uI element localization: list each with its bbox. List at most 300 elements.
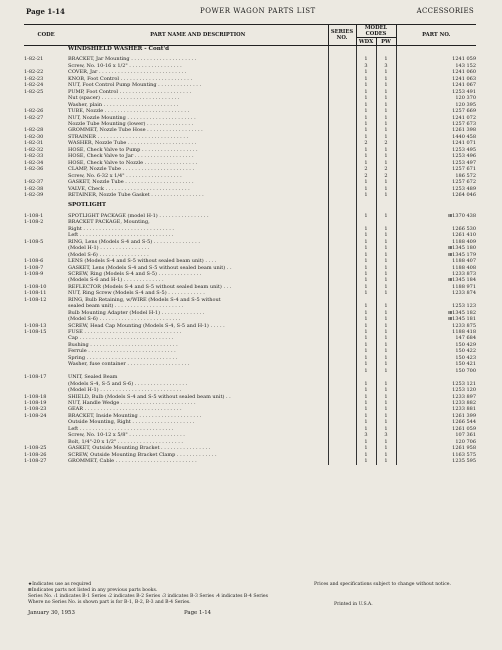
wdx-qty: 1 — [356, 335, 376, 341]
pw-qty: 1 — [376, 69, 396, 75]
part-number: 150 422 — [396, 348, 476, 354]
wdx-qty: 1 — [356, 342, 376, 348]
pw-qty: 1 — [376, 265, 396, 271]
part-number: 1233 882 — [396, 400, 476, 406]
wdx-qty: 1 — [356, 179, 376, 185]
wdx-qty: 1 — [356, 271, 376, 277]
part-description: Left . . . . . . . . . . . . . . . . . . . . . . . . . . . . . . — [68, 425, 174, 432]
part-description: Ferrule . . . . . . . . . . . . . . . . . . . . . . . . . . . . — [68, 348, 176, 355]
pw-qty: 1 — [376, 76, 396, 82]
part-code: 1-108-18 — [24, 393, 47, 400]
part-code: 1-82-28 — [24, 127, 44, 134]
part-code: 1-82-38 — [24, 185, 44, 192]
part-number: 1233 873 — [396, 271, 476, 277]
part-number: ⊞1345 179 — [396, 252, 476, 258]
part-code: 1-108-6 — [24, 258, 44, 265]
wdx-qty: 1 — [356, 239, 376, 245]
pw-qty: 1 — [376, 400, 396, 406]
part-number: 1253 496 — [396, 153, 476, 159]
pw-qty: 1 — [376, 82, 396, 88]
part-description: RETAINER, Nozzle Tube Gasket . . . . . . . . . . . . . . . . . — [68, 191, 204, 198]
section-row — [24, 46, 476, 53]
part-code: 1-82-37 — [24, 179, 44, 186]
wdx-qty: 1 — [356, 458, 376, 464]
part-description: LENS (Models S-4 and S-5 without sealed beam unit) . . . . — [68, 258, 217, 265]
page-title: POWER WAGON PARTS LIST — [200, 7, 316, 15]
part-description: Right . . . . . . . . . . . . . . . . . . . . . . . . . . . . . — [68, 225, 174, 232]
wdx-qty: 1 — [356, 115, 376, 121]
part-number: 1253 120 — [396, 387, 476, 393]
footnote-new-parts: ⊞Indicates parts not listed in any previous parts books. — [28, 588, 158, 593]
pw-qty: 1 — [376, 290, 396, 296]
part-description: VALVE, Check . . . . . . . . . . . . . . . . . . . . . . . . . . . — [68, 185, 190, 192]
part-number: 1241 071 — [396, 140, 476, 146]
pw-qty: 1 — [376, 387, 396, 393]
wdx-qty: 1 — [356, 381, 376, 387]
part-code: 1-82-27 — [24, 114, 44, 121]
part-description: NUT, Ring Screw (Models S-4 and S-5) . . . . . . . . . . . . — [68, 290, 205, 297]
part-code: 1-82-36 — [24, 166, 44, 173]
footer-page: Page 1-14 — [184, 610, 212, 616]
col-code: CODE — [24, 25, 68, 46]
part-description: Washer, plain . . . . . . . . . . . . . . . . . . . . . . . . — [68, 101, 179, 108]
col-model-codes: MODEL CODES — [356, 25, 396, 38]
part-code: 1-108-13 — [24, 322, 47, 329]
part-number: 1257 672 — [396, 179, 476, 185]
part-description: GASKET, Outside Mounting Bracket . . . . . . . . . . . . . . . . — [68, 445, 211, 452]
part-description: sealed beam unit) . . . . . . . . . . . . . . . . . . . . . . — [68, 303, 184, 310]
part-description: GROMMET, Nozzle Tube Hose . . . . . . . . . . . . . . . . . . — [68, 127, 203, 134]
wdx-qty: 1 — [356, 192, 376, 198]
pw-qty: 1 — [376, 147, 396, 153]
part-description: Nozzle Tube Mounting (lower) . . . . . . . . . . . . . . . — [68, 120, 194, 127]
part-description: Screw, No. 10-16 x 1/2" . . . . . . . . . . . . . . . . . — [68, 62, 182, 69]
part-description: RING, Bulb Retaining, w/WIRE (Models S-4 and S-5 without — [68, 296, 221, 303]
part-description: NUT, Foot Control Pump Mounting . . . . . . . . . . . . . . — [68, 82, 202, 89]
wdx-qty: 3 — [356, 63, 376, 69]
part-number: 150 421 — [396, 361, 476, 367]
pw-qty: 1 — [376, 56, 396, 62]
part-number: 1253 497 — [396, 160, 476, 166]
pw-qty: 2 — [376, 140, 396, 146]
section-title: ACCESSORIES — [416, 7, 474, 15]
wdx-qty: 1 — [356, 452, 376, 458]
part-code: 1-108-9 — [24, 270, 44, 277]
pw-qty: 1 — [376, 335, 396, 341]
wdx-qty: 1 — [356, 323, 376, 329]
part-number: 1188 409 — [396, 239, 476, 245]
part-code: 1-108-24 — [24, 412, 47, 419]
footnote-series: Series No. :1 indicates B-1 Series :2 indicates B-2 Series :3 indicates B-3 Series :4 indicates B-4 Series — [28, 594, 268, 599]
part-description: KNOB, Foot Control . . . . . . . . . . . . . . . . . . . . . . . — [68, 75, 193, 82]
part-description: Screw, No. 6-32 x 1/4" . . . . . . . . . . . . . . . . . . — [68, 172, 182, 179]
wdx-qty: 2 — [356, 140, 376, 146]
pw-qty: 1 — [376, 323, 396, 329]
pw-qty: 1 — [376, 239, 396, 245]
pw-qty: 1 — [376, 95, 396, 101]
pw-qty: 1 — [376, 329, 396, 335]
part-description: Nut (spacer) . . . . . . . . . . . . . . . . . . . . . . . . . — [68, 95, 180, 102]
pw-qty: 1 — [376, 361, 396, 367]
wdx-qty: 1 — [356, 186, 376, 192]
wdx-qty: 1 — [356, 69, 376, 75]
part-description: COVER, Jar . . . . . . . . . . . . . . . . . . . . . . . . . . . . — [68, 69, 187, 76]
part-code: 1-108-10 — [24, 283, 47, 290]
wdx-qty: 1 — [356, 76, 376, 82]
part-number: 150 700 — [396, 368, 476, 374]
part-code: 1-82-31 — [24, 140, 44, 147]
part-number: 1257 669 — [396, 108, 476, 114]
part-code: 1-82-21 — [24, 56, 44, 63]
part-description: GEAR . . . . . . . . . . . . . . . . . . . . . . . . . . . . . . . — [68, 406, 182, 413]
part-code: 1-108-7 — [24, 264, 44, 271]
wdx-qty: 1 — [356, 400, 376, 406]
part-code: 1-82-24 — [24, 82, 44, 89]
pw-qty: 1 — [376, 394, 396, 400]
part-description: (Model H-1) . . . . . . . . . . . . . . . . . . . . . . . . . . — [68, 387, 182, 394]
part-number: 147 684 — [396, 335, 476, 341]
part-description: SCREW, Head Cap Mounting (Models S-4, S-5 and H-1) . . . . . — [68, 322, 225, 329]
pw-qty: 1 — [376, 277, 396, 283]
part-code: 1-82-33 — [24, 153, 44, 160]
part-code: 1-82-25 — [24, 88, 44, 95]
part-description: GASKET, Nozzle Tube . . . . . . . . . . . . . . . . . . . . . . — [68, 179, 194, 186]
wdx-qty: 1 — [356, 303, 376, 309]
part-number: 1257 673 — [396, 121, 476, 127]
wdx-qty: 1 — [356, 258, 376, 264]
part-description: FUSE . . . . . . . . . . . . . . . . . . . . . . . . . . . . . . . — [68, 329, 182, 336]
page-header — [26, 7, 474, 19]
col-wdx: WDX — [356, 38, 376, 46]
pw-qty: 1 — [376, 127, 396, 133]
part-description: RING, Lens (Models S-4 and S-5) . . . . . . . . . . . . . . . — [68, 238, 200, 245]
part-description: (Model S-6) . . . . . . . . . . . . . . . . . . . . . . . . . . — [68, 316, 181, 323]
part-number: 1188 971 — [396, 284, 476, 290]
part-number: 1266 544 — [396, 419, 476, 425]
part-code: 1-108-27 — [24, 458, 47, 465]
wdx-qty: 1 — [356, 252, 376, 258]
pw-qty: 1 — [376, 419, 396, 425]
footer-prices-note: Prices and specifications subject to change without notice. — [314, 582, 451, 587]
wdx-qty: 1 — [356, 56, 376, 62]
col-pw: PW — [376, 38, 396, 46]
part-description: (Models S-4, S-5 and S-6) . . . . . . . . . . . . . . . . . — [68, 380, 188, 387]
part-number: 1241 060 — [396, 69, 476, 75]
part-code: 1-108-25 — [24, 445, 47, 452]
part-number: 107 361 — [396, 432, 476, 438]
pw-qty: 1 — [376, 258, 396, 264]
part-code: 1-82-30 — [24, 133, 44, 140]
parts-table — [24, 24, 476, 465]
part-code: 1-82-22 — [24, 69, 44, 76]
part-description: Washer, fuse container . . . . . . . . . . . . . . . . . . . . — [68, 361, 190, 368]
wdx-qty: 1 — [356, 439, 376, 445]
wdx-qty: 1 — [356, 95, 376, 101]
part-code: 1-108-23 — [24, 406, 47, 413]
wdx-qty: 1 — [356, 361, 376, 367]
wdx-qty: 1 — [356, 82, 376, 88]
part-number: 1440 458 — [396, 134, 476, 140]
wdx-qty: 1 — [356, 406, 376, 412]
part-number: 1188 407 — [396, 258, 476, 264]
part-number: ⊞1345 180 — [396, 245, 476, 251]
wdx-qty: 1 — [356, 445, 376, 451]
part-description: HOSE, Check Valve to Nozzle . . . . . . . . . . . . . . . . . — [68, 159, 198, 166]
wdx-qty — [356, 46, 376, 53]
wdx-qty: 1 — [356, 160, 376, 166]
pw-qty: 1 — [376, 102, 396, 108]
wdx-qty: 2 — [356, 173, 376, 179]
wdx-qty: 1 — [356, 134, 376, 140]
wdx-qty: 1 — [356, 121, 376, 127]
part-description: HOSE, Check Valve to Jar . . . . . . . . . . . . . . . . . . . — [68, 153, 194, 160]
part-number: 1241 067 — [396, 82, 476, 88]
part-description: Bulb Mounting Adapter (Model H-1) . . . . . . . . . . . . . . — [68, 309, 205, 316]
pw-qty: 1 — [376, 89, 396, 95]
part-code: 1-108-15 — [24, 329, 47, 336]
wdx-qty: 1 — [356, 348, 376, 354]
part-description: WINDSHIELD WASHER - Cont'd — [68, 46, 169, 52]
pw-qty: 1 — [376, 368, 396, 374]
part-number: 1266 530 — [396, 226, 476, 232]
part-number: 1233 897 — [396, 394, 476, 400]
wdx-qty: 1 — [356, 394, 376, 400]
pw-qty: 1 — [376, 108, 396, 114]
wdx-qty: 3 — [356, 432, 376, 438]
part-number: 1241 059 — [396, 56, 476, 62]
part-code: 1-108-12 — [24, 296, 47, 303]
pw-qty: 1 — [376, 252, 396, 258]
part-code: 1-108-26 — [24, 451, 47, 458]
part-description: SPOTLIGHT PACKAGE (model H-1) . . . . . . . . . . . . . . . . — [68, 212, 209, 219]
part-number: 1253 121 — [396, 381, 476, 387]
part-number: 120 370 — [396, 95, 476, 101]
part-number: 1261 410 — [396, 232, 476, 238]
part-number: 1264 046 — [396, 192, 476, 198]
part-description: (Model H-1) . . . . . . . . . . . . . . . . — [68, 245, 150, 252]
part-code: 1-108-1 — [24, 212, 44, 219]
pw-qty — [376, 46, 396, 53]
part-description: CLAMP, Nozzle Tube . . . . . . . . . . . . . . . . . . . . . . . — [68, 166, 195, 173]
pw-qty: 1 — [376, 458, 396, 464]
wdx-qty: 1 — [356, 310, 376, 316]
part-description: GROMMET, Cable . . . . . . . . . . . . . . . . . . . . . . . . . . — [68, 458, 197, 465]
part-description: WASHER, Nozzle Tube . . . . . . . . . . . . . . . . . . . . . . — [68, 140, 197, 147]
part-description: GASKET, Lens (Models S-4 and S-5 without sealed beam unit) . . — [68, 264, 232, 271]
page-number: Page 1-14 — [26, 7, 65, 16]
wdx-qty: 1 — [356, 426, 376, 432]
pw-qty: 1 — [376, 271, 396, 277]
part-description: HOSE, Check Valve to Pump . . . . . . . . . . . . . . . . . . — [68, 146, 198, 153]
wdx-qty: 1 — [356, 316, 376, 322]
wdx-qty: 1 — [356, 329, 376, 335]
part-code: 1-82-34 — [24, 159, 44, 166]
wdx-qty: 1 — [356, 213, 376, 219]
pw-qty: 3 — [376, 63, 396, 69]
part-description: Screw, No. 10-12 x 5/8" . . . . . . . . . . . . . . . . . . — [68, 432, 185, 439]
pw-qty: 2 — [376, 166, 396, 172]
part-description: Left . . . . . . . . . . . . . . . . . . . . . . . . . . . . . . — [68, 232, 174, 239]
part-description: BRACKET, Inside Mounting . . . . . . . . . . . . . . . . . . . . — [68, 412, 202, 419]
part-description: REFLECTOR (Models S-4 and S-5 without sealed beam unit) . . . — [68, 283, 232, 290]
part-code: 1-82-39 — [24, 191, 44, 198]
wdx-qty: 1 — [356, 277, 376, 283]
part-number: ⊞1370 438 — [396, 213, 476, 219]
part-code: 1-108-17 — [24, 374, 47, 381]
pw-qty: 1 — [376, 310, 396, 316]
pw-qty: 1 — [376, 348, 396, 354]
pw-qty: 3 — [376, 432, 396, 438]
part-code: 1-108-19 — [24, 400, 47, 407]
wdx-qty: 1 — [356, 147, 376, 153]
wdx-qty: 2 — [356, 166, 376, 172]
part-description: Bushing . . . . . . . . . . . . . . . . . . . . . . . . . . . . — [68, 341, 178, 348]
part-description: NUT, Nozzle Mounting . . . . . . . . . . . . . . . . . . . . . . — [68, 114, 196, 121]
part-code: 1-108-2 — [24, 219, 44, 226]
pw-qty: 1 — [376, 245, 396, 251]
pw-qty: 1 — [376, 284, 396, 290]
part-code — [24, 46, 68, 53]
part-description: Outside Mounting, Right . . . . . . . . . . . . . . . . . . . . — [68, 419, 195, 426]
part-description: (Model S-6) . . . . . . . . . . . . . . . . — [68, 251, 149, 258]
part-code: 1-108-11 — [24, 290, 47, 297]
part-number: 186 572 — [396, 173, 476, 179]
table-header — [24, 25, 476, 46]
pw-qty: 1 — [376, 232, 396, 238]
part-description: SHIELD, Bulb (Models S-4 and S-5 without sealed beam unit) . . — [68, 393, 231, 400]
part-number: 1253 123 — [396, 303, 476, 309]
pw-qty: 1 — [376, 226, 396, 232]
pw-qty: 1 — [376, 342, 396, 348]
footnote-as-required: ★Indicates use as required — [28, 582, 92, 587]
pw-qty: 1 — [376, 179, 396, 185]
part-description: (Models S-6 and H-1) . . . . . . . . . . . . . — [68, 277, 164, 284]
series-cell — [328, 46, 356, 53]
wdx-qty: 1 — [356, 265, 376, 271]
pw-qty: 1 — [376, 115, 396, 121]
wdx-qty: 1 — [356, 284, 376, 290]
pw-qty: 1 — [376, 445, 396, 451]
part-number: 1233 874 — [396, 290, 476, 296]
pw-qty: 1 — [376, 426, 396, 432]
part-number: 1261 399 — [396, 413, 476, 419]
col-series: SERIES NO. — [328, 25, 356, 46]
part-description: SCREW, Ring (Models S-4 and S-5) . . . . . . . . . . . . . . — [68, 270, 202, 277]
part-number: 1163 575 — [396, 452, 476, 458]
part-number: 1253 489 — [396, 186, 476, 192]
part-number: 1188 408 — [396, 265, 476, 271]
pw-qty: 1 — [376, 439, 396, 445]
col-name: PART NAME AND DESCRIPTION — [68, 25, 328, 46]
pw-qty: 1 — [376, 413, 396, 419]
col-part: PART NO. — [396, 25, 476, 46]
footer-date: January 30, 1953 — [28, 610, 75, 616]
wdx-qty: 1 — [356, 368, 376, 374]
wdx-qty: 1 — [356, 232, 376, 238]
wdx-qty: 1 — [356, 89, 376, 95]
wdx-qty: 1 — [356, 387, 376, 393]
part-number: 1188 418 — [396, 329, 476, 335]
wdx-qty: 1 — [356, 413, 376, 419]
part-number: ⊞1345 184 — [396, 277, 476, 283]
pw-qty: 1 — [376, 452, 396, 458]
part-code: 1-82-23 — [24, 75, 44, 82]
wdx-qty: 1 — [356, 102, 376, 108]
part-number: 1253 491 — [396, 89, 476, 95]
part-description: PUMP, Foot Control . . . . . . . . . . . . . . . . . . . . . . . — [68, 88, 192, 95]
part-description: SPOTLIGHT — [68, 202, 107, 209]
series-cell — [328, 458, 356, 464]
pw-qty: 1 — [376, 153, 396, 159]
part-number: 143 152 — [396, 63, 476, 69]
part-description: Cap . . . . . . . . . . . . . . . . . . . . . . . . . . . . . . — [68, 335, 174, 342]
part-number: 1233 881 — [396, 406, 476, 412]
part-description: BRACKET PACKAGE, Mounting, — [68, 219, 150, 226]
table-row — [24, 458, 476, 464]
part-number: 1261 059 — [396, 426, 476, 432]
part-number: 120 395 — [396, 102, 476, 108]
part-number: 150 429 — [396, 342, 476, 348]
part-number: 1261 958 — [396, 445, 476, 451]
part-description: Bolt, 1/4"-20 x 1/2" . . . . . . . . . . . . . . . . . . . . . — [68, 438, 183, 445]
pw-qty: 1 — [376, 192, 396, 198]
pw-qty: 1 — [376, 303, 396, 309]
part-description: STRAINER . . . . . . . . . . . . . . . . . . . . . . . . . . . . . — [68, 133, 189, 140]
pw-qty: 1 — [376, 355, 396, 361]
part-number: 1235 595 — [396, 458, 476, 464]
part-description: BRACKET, Jar Mounting . . . . . . . . . . . . . . . . . . . . . — [68, 56, 197, 63]
part-description: SCREW, Outside Mounting Bracket Clamp . . . . . . . . . . . . . — [68, 451, 217, 458]
wdx-qty: 1 — [356, 245, 376, 251]
wdx-qty: 1 — [356, 153, 376, 159]
footnote-all-series: Where no Series No. is shown part is for B-1, B-2, B-3 and B-4 Series. — [28, 600, 191, 605]
part-code: 1-82-32 — [24, 146, 44, 153]
part-number: 1257 671 — [396, 166, 476, 172]
pw-qty: 1 — [376, 316, 396, 322]
wdx-qty: 1 — [356, 108, 376, 114]
pw-qty: 1 — [376, 381, 396, 387]
pw-qty: 1 — [376, 406, 396, 412]
footer-printed: Printed in U.S.A. — [334, 602, 373, 607]
part-number: ⊞1345 181 — [396, 316, 476, 322]
part-code: 1-82-26 — [24, 108, 44, 115]
wdx-qty: 1 — [356, 127, 376, 133]
pw-qty: 1 — [376, 134, 396, 140]
footer-notes — [28, 582, 268, 606]
part-number: 1233 875 — [396, 323, 476, 329]
wdx-qty: 1 — [356, 226, 376, 232]
part-description: TUBE, Nozzle . . . . . . . . . . . . . . . . . . . . . . . . . . . — [68, 108, 190, 115]
part-description: NUT, Handle Wedge . . . . . . . . . . . . . . . . . . . . . . . . — [68, 400, 196, 407]
pw-qty: 1 — [376, 121, 396, 127]
wdx-qty: 1 — [356, 290, 376, 296]
wdx-qty: 1 — [356, 355, 376, 361]
part-number: 1261 398 — [396, 127, 476, 133]
part-number: 1241 072 — [396, 115, 476, 121]
part-code: 1-108-5 — [24, 238, 44, 245]
part-number: 150 423 — [396, 355, 476, 361]
part-number: ⊞1345 182 — [396, 310, 476, 316]
wdx-qty: 1 — [356, 419, 376, 425]
pw-qty: 2 — [376, 173, 396, 179]
part-number: 120 706 — [396, 439, 476, 445]
pw-qty: 1 — [376, 213, 396, 219]
table-body — [24, 46, 476, 465]
part-number — [396, 46, 476, 53]
part-description: UNIT, Sealed Beam — [68, 374, 118, 381]
part-description: Spring . . . . . . . . . . . . . . . . . . . . . . . . . . . . . — [68, 354, 178, 361]
part-number: 1253 495 — [396, 147, 476, 153]
